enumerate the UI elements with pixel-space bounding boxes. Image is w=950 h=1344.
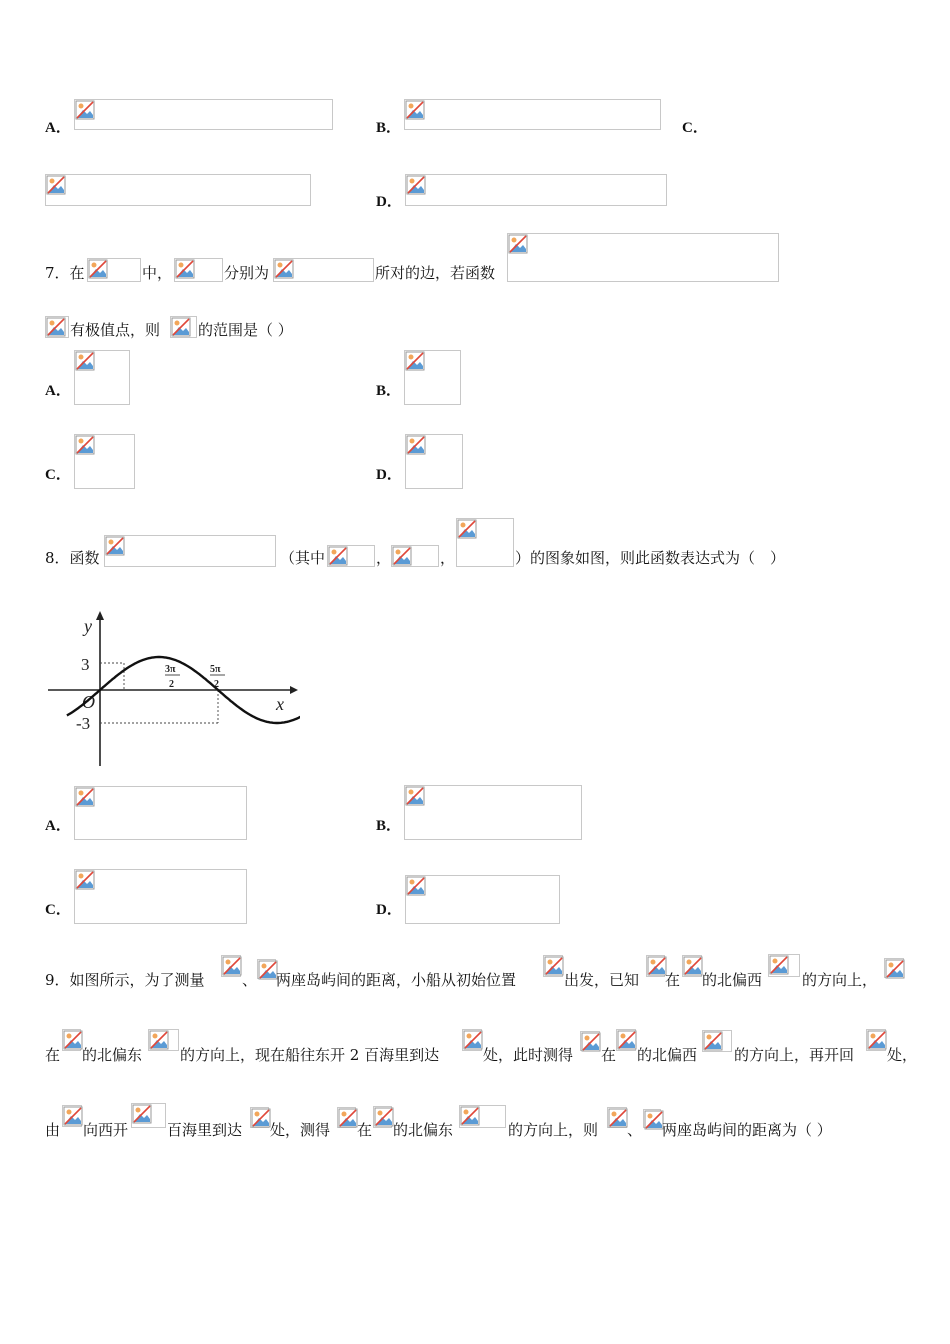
broken-image-icon — [274, 259, 294, 279]
question-text: 8．函数 — [45, 549, 100, 567]
formula-image — [74, 434, 135, 489]
tick-numerator: 3π — [165, 664, 176, 675]
formula-image — [250, 1107, 269, 1128]
question-text: 出发，已知 — [564, 971, 640, 989]
question-text: 的北偏东 — [82, 1046, 143, 1064]
formula-image — [104, 535, 276, 567]
option-a-label: A． — [45, 120, 71, 136]
formula-image — [391, 545, 439, 567]
question-text: 的方向上，则 — [508, 1121, 599, 1139]
formula-image — [768, 954, 800, 977]
question-text: 处，此时测得 — [483, 1046, 574, 1064]
broken-image-icon — [222, 956, 242, 976]
formula-image — [148, 1029, 179, 1051]
question-text: 有极值点，则 — [70, 321, 161, 339]
broken-image-icon — [457, 519, 477, 539]
y-tick-label-neg: -3 — [76, 714, 91, 733]
tick-denominator: 2 — [169, 679, 174, 690]
y-axis-arrow — [96, 611, 104, 620]
formula-image — [221, 955, 241, 977]
formula-image — [884, 958, 904, 978]
formula-image — [580, 1031, 600, 1051]
broken-image-icon — [405, 351, 425, 371]
question-text: 7．在 — [45, 264, 85, 282]
question-text: 由 — [45, 1121, 61, 1139]
formula-image — [507, 233, 779, 282]
formula-image — [62, 1029, 81, 1051]
formula-image — [131, 1103, 166, 1128]
option-c-label: C． — [45, 467, 71, 483]
broken-image-icon — [75, 870, 95, 890]
broken-image-icon — [46, 317, 66, 337]
option-c-label: C． — [682, 120, 708, 136]
broken-image-icon — [703, 1031, 723, 1051]
question-text: 在 — [601, 1046, 617, 1064]
question-text: 处， — [887, 1046, 918, 1064]
formula-image — [616, 1029, 636, 1051]
option-d-label: D． — [376, 902, 402, 918]
question-text: 在 — [357, 1121, 373, 1139]
question-text: 两座岛屿间的距离，小船从初始位置 — [276, 971, 517, 989]
broken-image-icon — [406, 175, 426, 195]
formula-image — [405, 434, 463, 489]
formula-image — [45, 174, 311, 206]
broken-image-icon — [405, 786, 425, 806]
formula-image — [337, 1107, 356, 1128]
formula-image — [405, 875, 560, 924]
formula-image — [462, 1029, 482, 1051]
broken-image-icon — [581, 1032, 601, 1052]
tick-numerator: 5π — [210, 664, 221, 675]
formula-image — [45, 316, 69, 338]
question-text: 、 — [242, 971, 258, 989]
broken-image-icon — [647, 956, 667, 976]
broken-image-icon — [769, 955, 789, 975]
broken-image-icon — [683, 956, 703, 976]
broken-image-icon — [405, 100, 425, 120]
broken-image-icon — [149, 1030, 169, 1050]
formula-image — [74, 786, 247, 840]
broken-image-icon — [644, 1110, 664, 1130]
y-axis-label: y — [84, 616, 92, 636]
broken-image-icon — [171, 317, 191, 337]
broken-image-icon — [63, 1106, 83, 1126]
formula-image — [459, 1105, 506, 1128]
formula-image — [87, 258, 141, 282]
question-text: 、 — [627, 1121, 643, 1139]
option-a-label: A． — [45, 818, 71, 834]
option-b-label: B． — [376, 818, 402, 834]
formula-image — [607, 1107, 627, 1128]
formula-image — [405, 174, 667, 206]
broken-image-icon — [105, 536, 125, 556]
formula-image — [866, 1029, 886, 1051]
broken-image-icon — [75, 435, 95, 455]
broken-image-icon — [75, 100, 95, 120]
question-text: 9．如图所示，为了测量 — [45, 971, 205, 989]
option-d-label: D． — [376, 467, 402, 483]
broken-image-icon — [374, 1107, 394, 1127]
broken-image-icon — [328, 546, 348, 566]
broken-image-icon — [885, 959, 905, 979]
origin-label: O — [82, 692, 95, 712]
tick-denominator: 2 — [214, 679, 219, 690]
broken-image-icon — [406, 435, 426, 455]
broken-image-icon — [88, 259, 108, 279]
option-a-label: A． — [45, 383, 71, 399]
broken-image-icon — [46, 175, 66, 195]
broken-image-icon — [132, 1104, 152, 1124]
broken-image-icon — [460, 1106, 480, 1126]
formula-image — [643, 1109, 661, 1128]
formula-image — [273, 258, 374, 282]
x-axis-label: x — [276, 694, 284, 714]
question-text: 的北偏西 — [637, 1046, 698, 1064]
question-text: ， — [440, 549, 456, 567]
question-text: 两座岛屿间的距离为（ ） — [662, 1121, 832, 1139]
broken-image-icon — [867, 1030, 887, 1050]
question-text: 的方向上， — [802, 971, 878, 989]
formula-image — [174, 258, 223, 282]
formula-image — [543, 955, 563, 977]
broken-image-icon — [63, 1030, 83, 1050]
formula-image — [74, 99, 333, 130]
broken-image-icon — [338, 1108, 358, 1128]
formula-image — [62, 1105, 82, 1127]
option-c-label: C． — [45, 902, 71, 918]
question-text: 百海里到达 — [167, 1121, 243, 1139]
formula-image — [646, 955, 665, 977]
question-text: 在 — [45, 1046, 61, 1064]
sine-graph — [44, 608, 300, 770]
broken-image-icon — [608, 1108, 628, 1128]
formula-image — [404, 350, 461, 405]
broken-image-icon — [508, 234, 528, 254]
option-b-label: B． — [376, 383, 402, 399]
broken-image-icon — [617, 1030, 637, 1050]
formula-image — [456, 518, 514, 567]
question-text: 分别为 — [224, 264, 270, 282]
broken-image-icon — [175, 259, 195, 279]
question-text: 在 — [665, 971, 681, 989]
option-d-label: D． — [376, 194, 402, 210]
question-text: ， — [376, 549, 392, 567]
formula-image — [702, 1030, 732, 1052]
y-tick-label-pos: 3 — [81, 655, 90, 674]
broken-image-icon — [251, 1108, 271, 1128]
question-text: 的范围是（ ） — [198, 321, 293, 339]
question-text: 所对的边，若函数 — [375, 264, 496, 282]
question-text: 向西开 — [83, 1121, 129, 1139]
formula-image — [404, 785, 582, 840]
formula-image — [327, 545, 375, 567]
x-axis-arrow — [290, 686, 298, 694]
question-text: 的方向上，现在船往东开 2 百海里到达 — [180, 1046, 440, 1064]
broken-image-icon — [392, 546, 412, 566]
question-text: 的北偏西 — [702, 971, 763, 989]
question-text: ）的图象如图，则此函数表达式为（ ） — [515, 549, 786, 567]
formula-image — [682, 955, 702, 977]
formula-image — [74, 350, 130, 405]
formula-image — [170, 316, 197, 338]
broken-image-icon — [75, 787, 95, 807]
formula-image — [404, 99, 661, 130]
broken-image-icon — [463, 1030, 483, 1050]
x-tick-label-3pi-2 — [165, 664, 180, 690]
option-b-label: B． — [376, 120, 402, 136]
formula-image — [74, 869, 247, 924]
question-text: （其中 — [280, 549, 326, 567]
question-text: 的方向上，再开回 — [734, 1046, 855, 1064]
question-text: 的北偏东 — [393, 1121, 454, 1139]
broken-image-icon — [75, 351, 95, 371]
question-text: 处，测得 — [270, 1121, 331, 1139]
question-text: 中， — [142, 264, 173, 282]
broken-image-icon — [544, 956, 564, 976]
formula-image — [257, 959, 276, 979]
formula-image — [373, 1106, 392, 1128]
broken-image-icon — [406, 876, 426, 896]
broken-image-icon — [258, 960, 278, 980]
